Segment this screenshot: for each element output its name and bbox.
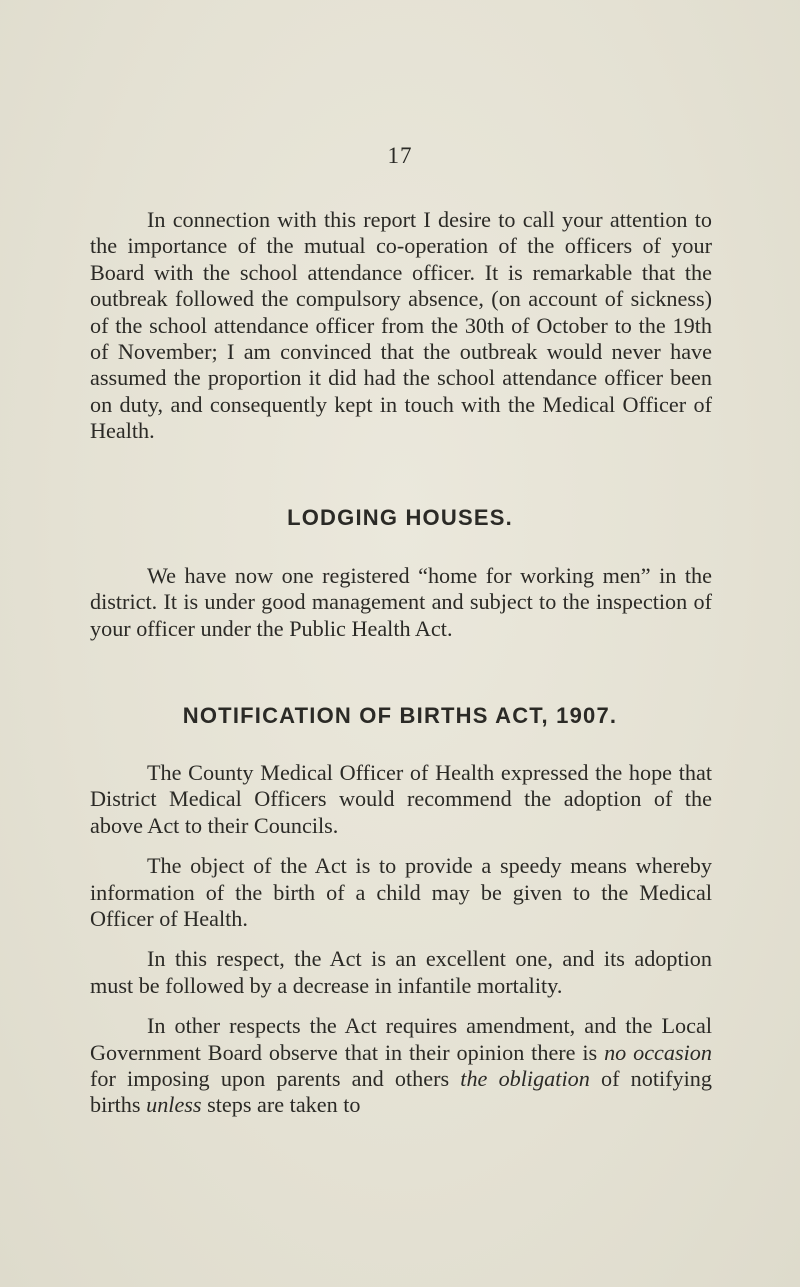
paragraph-births-4	[90, 1013, 712, 1119]
paragraph-attendance: In connection with this report I desire to call your attention to the importance of the mutual co-operation of the officers of your Board with the school attendance officer. It is remarkable that the outbreak followed the compulsory absence, (on account of sickness) of the school attendance officer from the 30th of October to the 19th of November; I am convinced that the outbreak would never have assumed the proportion it did had the school attendance officer been on duty, and consequently kept in touch with the Medical Officer of Health.	[90, 207, 712, 444]
births-4-text-3: of notifying births	[90, 1066, 712, 1118]
heading-lodging-houses: LODGING HOUSES.	[287, 505, 513, 530]
paragraph-lodging: We have now one registered “home for working men” in the district. It is under good management and subject to the inspection of your officer under the Public Health Act.	[90, 563, 712, 641]
lodging-section	[90, 563, 712, 642]
attendance-section	[90, 207, 712, 445]
births-4-text-4: steps are taken to	[201, 1092, 361, 1118]
paragraph-births-2: The object of the Act is to provide a speedy means whereby information of the birth of a child may be given to the Medical Officer of Health.	[90, 853, 712, 932]
page-number: 17	[387, 143, 413, 168]
paragraph-births-3: In this respect, the Act is an excellent one, and its adoption must be followed by a decrease in infantile mortality.	[90, 946, 712, 998]
heading-notification-of-births: NOTIFICATION OF BIRTHS ACT, 1907.	[182, 703, 618, 728]
paragraph-births-1: The County Medical Officer of Health expressed the hope that District Medical Officers would recommend the adoption of the above Act to their Councils.	[90, 760, 712, 838]
births-section	[90, 760, 712, 1119]
births-4-italic-the-obligation: the obligation	[460, 1066, 590, 1092]
births-4-text-2: for imposing upon parents and others	[90, 1066, 461, 1092]
births-4-text-1: In other respects the Act requires amendment, and the Local Government Board observe that in their opinion there is	[90, 1013, 712, 1065]
births-4-italic-unless: unless	[146, 1092, 202, 1118]
births-4-italic-no-occasion: no occasion	[604, 1039, 712, 1065]
